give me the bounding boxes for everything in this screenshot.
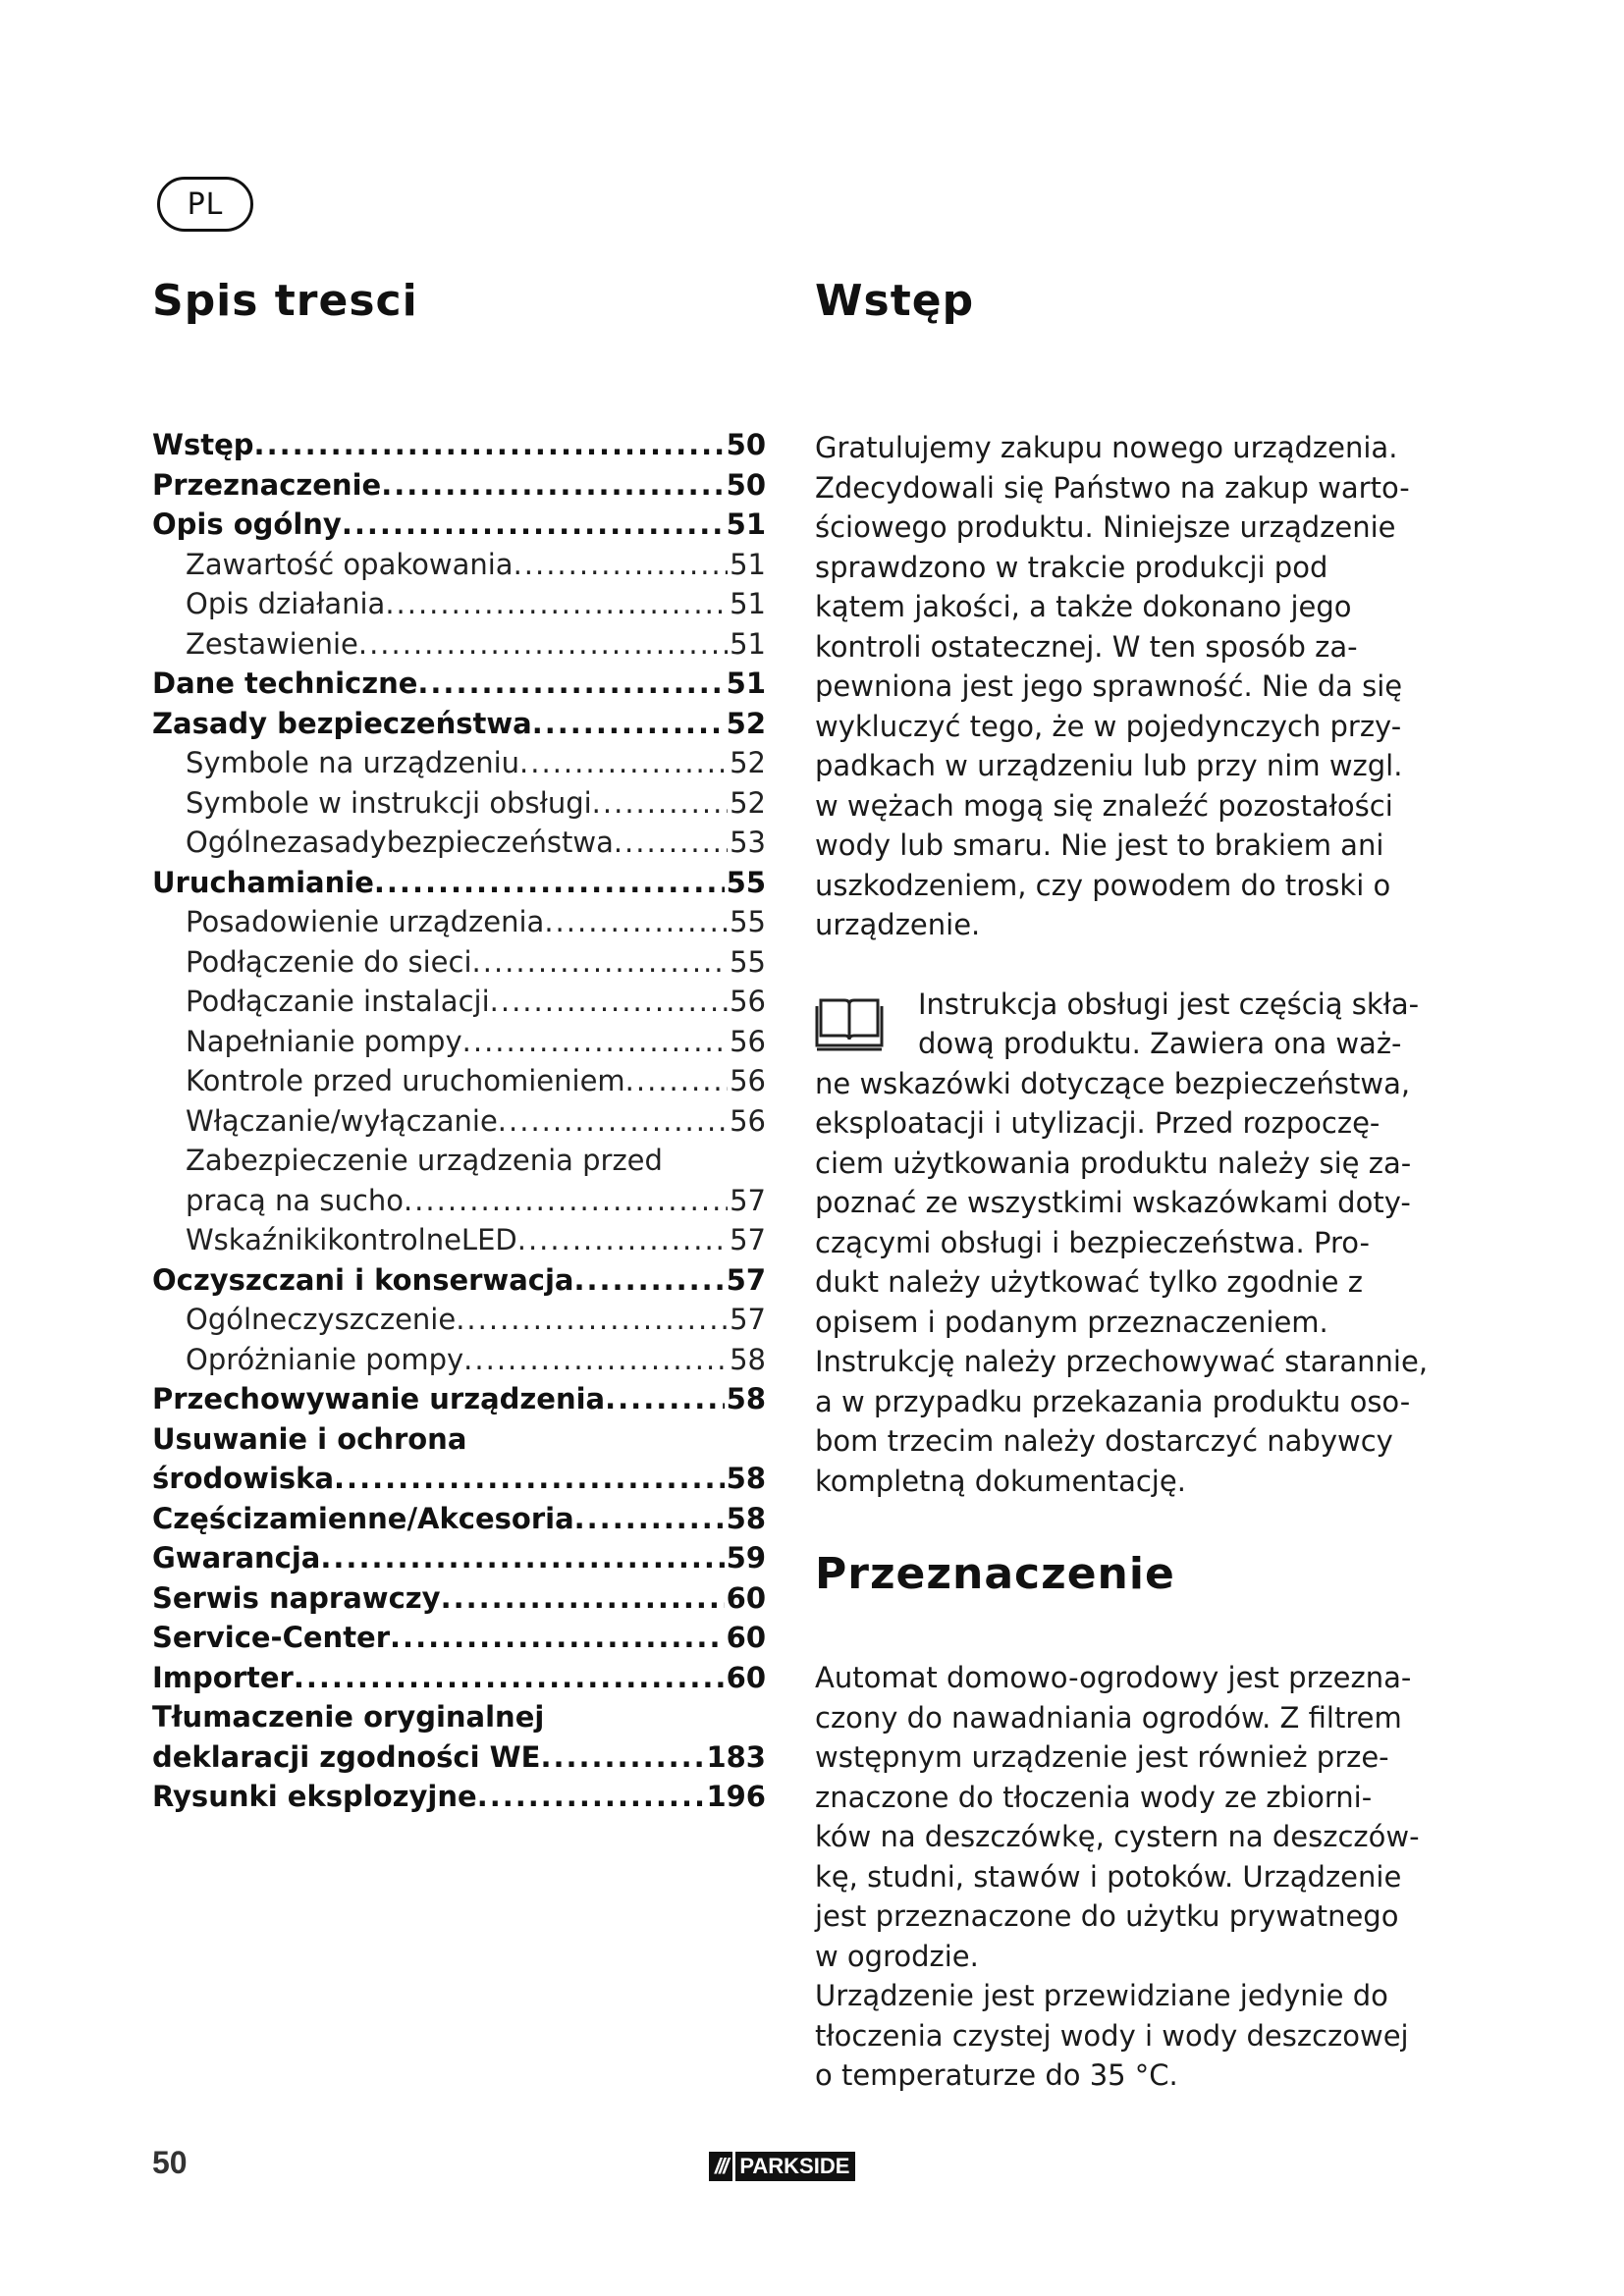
toc-entry <box>152 826 766 866</box>
toc-list <box>152 428 766 1820</box>
toc-entry-title: Zestawienie <box>186 626 358 661</box>
toc-entry <box>152 468 766 508</box>
toc-entry <box>152 1223 766 1263</box>
toc-leader-dots <box>517 1223 728 1256</box>
toc-entry-page: 56 <box>730 985 766 1018</box>
toc-leader-dots <box>490 985 728 1018</box>
toc-entry-title: Kontrole przed uruchomieniem <box>186 1064 625 1097</box>
toc-leader-dots <box>614 826 728 859</box>
toc-entry-page: 50 <box>726 467 766 502</box>
toc-entry-page: 58 <box>726 1462 766 1495</box>
toc-entry-title: Podłączenie do sieci <box>186 944 472 979</box>
toc-entry-page: 52 <box>726 706 766 740</box>
toc-entry-title: Service-Center <box>152 1621 391 1654</box>
toc-entry <box>152 1064 766 1104</box>
language-badge: PL <box>157 177 253 232</box>
toc-entry-continuation: Usuwanie i ochrona <box>152 1421 467 1456</box>
toc-leader-dots <box>358 627 728 661</box>
toc-entry-title: Rysunki eksplozyjne <box>152 1780 477 1813</box>
toc-entry-title: Opróżnianie pompy <box>186 1342 464 1376</box>
toc-leader-dots <box>477 1780 705 1813</box>
toc-entry-title: pracą na sucho <box>186 1183 404 1217</box>
toc-entry-page: 51 <box>726 507 766 541</box>
toc-leader-dots <box>342 507 725 541</box>
toc-entry-page: 50 <box>726 428 766 461</box>
purpose-title: Przeznaczenie <box>815 1549 1175 1599</box>
toc-leader-dots <box>404 1184 728 1217</box>
toc-leader-dots <box>462 1025 728 1058</box>
toc-leader-dots <box>544 905 728 938</box>
toc-entry-title: Włączanie/wyłączanie <box>186 1103 498 1138</box>
toc-leader-dots <box>498 1104 728 1138</box>
toc-entry-page: 57 <box>726 1262 766 1297</box>
toc-column <box>152 265 766 1820</box>
toc-entry <box>152 746 766 786</box>
toc-leader-dots <box>540 1740 704 1774</box>
toc-entry-title: Częścizamienne/Akcesoria <box>152 1501 574 1535</box>
toc-entry-title: Serwis naprawczy <box>152 1580 441 1615</box>
toc-leader-dots <box>532 707 725 740</box>
brand-name: PARKSIDE <box>735 2152 855 2181</box>
toc-entry <box>152 507 766 548</box>
toc-entry-page: 57 <box>730 1223 766 1256</box>
toc-leader-dots <box>519 746 728 779</box>
toc-entry <box>152 587 766 627</box>
toc-entry-title: Posadowienie urządzenia <box>186 905 545 938</box>
parkside-logo <box>709 2152 855 2181</box>
toc-entry-title: Importer <box>152 1660 294 1694</box>
toc-entry-page: 56 <box>730 1024 766 1058</box>
toc-entry <box>152 786 766 827</box>
toc-entry <box>152 1343 766 1383</box>
page-number: 50 <box>152 2145 188 2180</box>
toc-entry-page: 58 <box>726 1501 766 1535</box>
toc-entry-title: Gwarancja <box>152 1541 321 1575</box>
toc-entry <box>152 985 766 1025</box>
toc-leader-dots <box>574 1263 725 1297</box>
toc-entry <box>152 1541 766 1581</box>
toc-leader-dots <box>456 1303 728 1336</box>
toc-entry-page: 51 <box>730 626 766 661</box>
toc-entry <box>152 1502 766 1542</box>
toc-entry-page: 56 <box>730 1064 766 1097</box>
toc-leader-dots <box>294 1661 725 1694</box>
toc-entry <box>152 866 766 906</box>
toc-entry-continuation: Zabezpieczenie urządzenia przed <box>186 1144 663 1177</box>
toc-entry-page: 60 <box>726 1660 766 1694</box>
toc-entry-page: 60 <box>726 1580 766 1615</box>
toc-entry-page: 53 <box>730 826 766 859</box>
toc-entry <box>152 905 766 945</box>
toc-entry-title: Dane techniczne <box>152 667 418 700</box>
toc-entry-title: WskaźnikikontrolneLED <box>186 1223 517 1256</box>
toc-entry-page: 51 <box>730 587 766 620</box>
toc-entry-title: Przeznaczenie <box>152 467 382 502</box>
toc-entry-page: 57 <box>730 1303 766 1336</box>
toc-entry-title: Opis ogólny <box>152 507 342 541</box>
toc-entry <box>152 1581 766 1622</box>
toc-entry <box>152 1303 766 1343</box>
toc-leader-dots <box>254 428 725 461</box>
toc-entry-page: 55 <box>726 865 766 899</box>
toc-entry <box>152 1184 766 1224</box>
toc-entry-page: 51 <box>726 667 766 700</box>
toc-leader-dots <box>417 667 724 700</box>
toc-entry <box>152 1621 766 1661</box>
toc-leader-dots <box>374 866 725 899</box>
toc-entry <box>152 667 766 707</box>
toc-entry-page: 58 <box>726 1382 766 1415</box>
toc-entry <box>152 1462 766 1502</box>
manual-note-rest: ne wskazówki dotyczące bezpieczeństwa, eksploatacji i utylizacji. Przed rozpoczę- ciem użytkowania produktu należy się za- poznać ze wszystkimi wskazówkami doty- czącymi obsługi i bezpieczeństwa. Pro- dukt należy użytkować tylko zgodnie z opisem i podanym przeznaczeniem. Instrukcję należy przechowywać starannie, a w przypadku przekazania produktu oso- bom trzecim należy dostarczyć nabywcy kompletną dokumentację. <box>815 1066 1429 1498</box>
brand-slashes: /// <box>709 2152 732 2181</box>
toc-entry <box>152 1263 766 1304</box>
toc-entry <box>152 1780 766 1820</box>
intro-paragraph: Gratulujemy zakupu nowego urządzenia. Zdecydowali się Państwo na zakup warto- ściowego produktu. Niniejsze urządzenie sprawdzono w trakcie produkcji pod kątem jakości, a także dokonano jego kontroli ostatecznej. W ten sposób za- pewniona jest jego sprawność. Nie da się wykluczyć tego, że w pojedynczych przy- padkach w urządzeniu lub przy nim wzgl. w wężach mogą się znaleźć pozostałości wody lub smaru. Nie jest to brakiem ani uszkodzeniem, czy powodem do troski o urządzenie. <box>815 431 1410 941</box>
toc-title: Spis tresci <box>152 276 418 326</box>
toc-entry <box>152 945 766 986</box>
toc-entry-title: Zawartość opakowania <box>186 547 514 581</box>
content-column <box>815 265 1443 2096</box>
toc-entry <box>152 1661 766 1701</box>
toc-entry-title: Wstęp <box>152 428 254 461</box>
toc-entry-page: 55 <box>730 944 766 979</box>
toc-entry-page: 52 <box>730 746 766 779</box>
toc-leader-dots <box>441 1581 725 1615</box>
toc-entry-page: 183 <box>706 1739 766 1774</box>
toc-leader-dots <box>472 945 729 979</box>
toc-entry-title: Symbole na urządzeniu <box>186 746 520 779</box>
toc-entry-title: Opis działania <box>186 587 386 620</box>
toc-entry-title: Podłączanie instalacji <box>186 985 490 1018</box>
toc-leader-dots <box>592 786 728 820</box>
toc-entry-page: 196 <box>706 1780 766 1813</box>
toc-entry-title: Ogólneczyszczenie <box>186 1303 457 1336</box>
toc-entry <box>152 548 766 588</box>
toc-entry-title: Oczyszczani i konserwacja <box>152 1262 574 1297</box>
manual-note <box>815 985 1443 1502</box>
toc-entry-page: 55 <box>730 905 766 938</box>
toc-entry <box>152 1382 766 1422</box>
toc-leader-dots <box>605 1382 725 1415</box>
toc-entry-page: 52 <box>730 785 766 820</box>
toc-entry <box>152 707 766 747</box>
toc-entry-title: Przechowywanie urządzenia <box>152 1382 606 1415</box>
toc-entry-page: 59 <box>726 1541 766 1575</box>
intro-title: Wstęp <box>815 276 975 326</box>
manual-note-first-lines: Instrukcja obsługi jest częścią skła- dową produktu. Zawiera ona waż- <box>918 987 1420 1060</box>
toc-leader-dots <box>381 468 724 502</box>
book-icon <box>815 992 884 1053</box>
toc-entry-page: 57 <box>730 1183 766 1217</box>
toc-entry-page: 58 <box>730 1342 766 1376</box>
toc-leader-dots <box>390 1621 725 1654</box>
toc-leader-dots <box>385 587 728 620</box>
toc-leader-dots <box>334 1462 725 1495</box>
toc-leader-dots <box>574 1502 725 1535</box>
toc-leader-dots <box>320 1541 724 1575</box>
purpose-paragraph: Automat domowo-ogrodowy jest przezna- czony do nawadniania ogrodów. Z filtrem wstępnym urządzenie jest również prze- znaczone do tłoczenia wody ze zbiorni- ków na deszczówkę, cystern na deszczów- kę, studni, stawów i potoków. Urządzenie jest przeznaczone do użytku prywatnego w ogrodzie. Urządzenie jest przewidziane jedynie do tłoczenia czystej wody i wody deszczowej o temperaturze do 35 °C. <box>815 1661 1420 2092</box>
toc-entry-title: Napełnianie pompy <box>186 1024 462 1058</box>
toc-entry-page: 51 <box>730 547 766 581</box>
toc-entry-title: Ogólnezasadybezpieczeństwa <box>186 826 614 859</box>
toc-entry <box>152 428 766 468</box>
toc-entry <box>152 1104 766 1145</box>
toc-leader-dots <box>514 548 729 581</box>
toc-entry-continuation: Tłumaczenie oryginalnej <box>152 1700 545 1734</box>
toc-entry-page: 60 <box>726 1621 766 1654</box>
toc-leader-dots <box>625 1064 728 1097</box>
toc-entry <box>152 1740 766 1781</box>
toc-entry-page: 56 <box>730 1103 766 1138</box>
toc-entry-title: Symbole w instrukcji obsługi <box>186 785 592 820</box>
toc-entry-title: deklaracji zgodności WE <box>152 1739 541 1774</box>
toc-entry <box>152 1025 766 1065</box>
toc-entry-title: Zasady bezpieczeństwa <box>152 706 532 740</box>
toc-leader-dots <box>463 1343 728 1376</box>
toc-entry-title: Uruchamianie <box>152 865 374 899</box>
toc-entry-title: środowiska <box>152 1462 335 1495</box>
toc-entry <box>152 627 766 667</box>
